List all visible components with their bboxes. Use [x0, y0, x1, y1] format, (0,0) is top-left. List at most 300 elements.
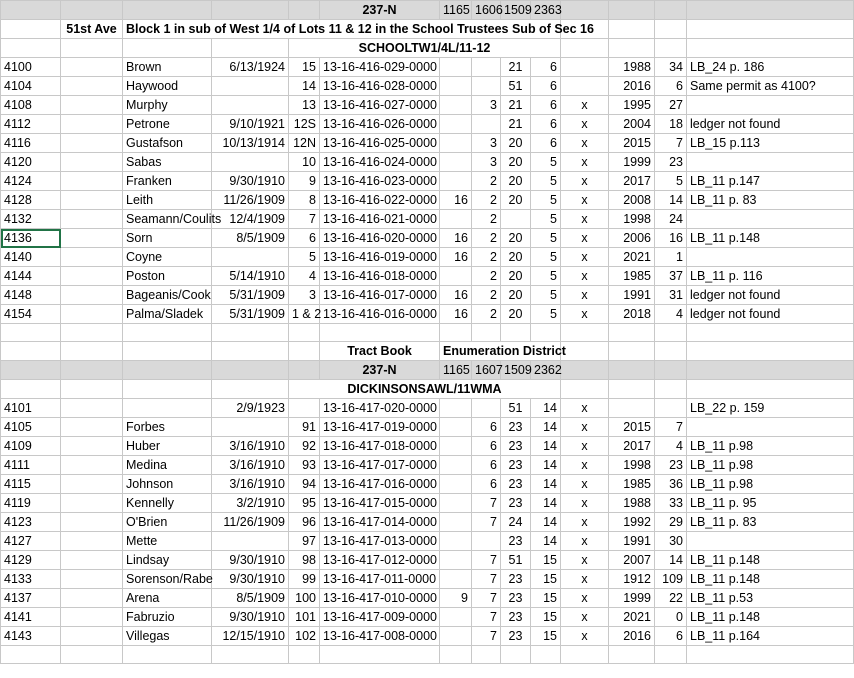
ledger-cell[interactable] — [687, 96, 854, 115]
year-cell[interactable]: 2017 — [609, 172, 655, 191]
address-cell[interactable]: 4143 — [1, 627, 61, 646]
year-cell[interactable]: 2021 — [609, 608, 655, 627]
years-cell[interactable]: 36 — [655, 475, 687, 494]
cell[interactable] — [320, 324, 440, 342]
pct-cell[interactable]: 7 — [472, 627, 501, 646]
street-cell[interactable]: 51st Ave — [61, 20, 123, 39]
owner-cell[interactable]: Johnson — [123, 475, 212, 494]
cell[interactable] — [61, 1, 123, 20]
precinct-cell[interactable]: 5 — [531, 305, 561, 324]
precinct-cell[interactable]: 14 — [531, 418, 561, 437]
address-cell[interactable]: 4154 — [1, 305, 61, 324]
dist-cell[interactable] — [440, 456, 472, 475]
ward-cell[interactable]: 23 — [501, 532, 531, 551]
flag-cell[interactable]: x — [561, 589, 609, 608]
pin-cell[interactable]: 13-16-416-016-0000 — [320, 305, 440, 324]
precinct-cell[interactable]: 5 — [531, 267, 561, 286]
cell[interactable] — [61, 39, 123, 58]
block-description[interactable]: Block 1 in sub of West 1/4 of Lots 11 & 12 in the School Trustees Sub of Sec 16 — [123, 20, 561, 39]
lot-cell[interactable]: 93 — [289, 456, 320, 475]
owner-cell[interactable]: Poston — [123, 267, 212, 286]
pct-cell[interactable] — [472, 115, 501, 134]
pin-cell[interactable]: 13-16-416-028-0000 — [320, 77, 440, 96]
ward-cell[interactable]: 23 — [501, 627, 531, 646]
address-cell[interactable]: 4148 — [1, 286, 61, 305]
precinct-cell[interactable]: 5 — [531, 286, 561, 305]
year-cell[interactable]: 1999 — [609, 589, 655, 608]
cell[interactable] — [61, 210, 123, 229]
lot-cell[interactable]: 100 — [289, 589, 320, 608]
tract-number-cell[interactable]: 237-N — [320, 361, 440, 380]
pct-cell[interactable]: 2 — [472, 305, 501, 324]
cell[interactable] — [561, 361, 609, 380]
address-cell[interactable]: 4111 — [1, 456, 61, 475]
cell[interactable] — [61, 342, 123, 361]
years-cell[interactable]: 7 — [655, 418, 687, 437]
ward-cell[interactable]: 21 — [501, 58, 531, 77]
pin-cell[interactable]: 13-16-417-008-0000 — [320, 627, 440, 646]
flag-cell[interactable]: x — [561, 153, 609, 172]
address-cell[interactable]: 4116 — [1, 134, 61, 153]
tract-code-cell[interactable]: 1509 — [501, 1, 531, 20]
owner-cell[interactable]: Haywood — [123, 77, 212, 96]
ledger-cell[interactable]: ledger not found — [687, 115, 854, 134]
cell[interactable] — [61, 267, 123, 286]
year-cell[interactable]: 2016 — [609, 627, 655, 646]
precinct-cell[interactable]: 14 — [531, 494, 561, 513]
year-cell[interactable]: 1988 — [609, 58, 655, 77]
cell[interactable] — [212, 342, 289, 361]
ward-cell[interactable]: 20 — [501, 229, 531, 248]
years-cell[interactable]: 18 — [655, 115, 687, 134]
cell[interactable] — [687, 39, 854, 58]
pin-cell[interactable]: 13-16-417-017-0000 — [320, 456, 440, 475]
year-cell[interactable]: 1995 — [609, 96, 655, 115]
cell[interactable] — [440, 646, 472, 664]
precinct-cell[interactable]: 6 — [531, 115, 561, 134]
flag-cell[interactable]: x — [561, 267, 609, 286]
ward-cell[interactable]: 51 — [501, 551, 531, 570]
date-cell[interactable]: 8/5/1909 — [212, 589, 289, 608]
ledger-cell[interactable] — [687, 248, 854, 267]
cell[interactable] — [609, 646, 655, 664]
cell[interactable] — [655, 1, 687, 20]
owner-cell[interactable]: Petrone — [123, 115, 212, 134]
address-cell[interactable]: 4127 — [1, 532, 61, 551]
dist-cell[interactable]: 16 — [440, 229, 472, 248]
date-cell[interactable]: 5/31/1909 — [212, 286, 289, 305]
date-cell[interactable]: 9/30/1910 — [212, 551, 289, 570]
cell[interactable] — [61, 399, 123, 418]
pct-cell[interactable]: 7 — [472, 608, 501, 627]
date-cell[interactable] — [212, 418, 289, 437]
ward-cell[interactable]: 23 — [501, 570, 531, 589]
dist-cell[interactable] — [440, 608, 472, 627]
lot-cell[interactable]: 91 — [289, 418, 320, 437]
owner-cell[interactable]: Palma/Sladek — [123, 305, 212, 324]
lot-cell[interactable]: 5 — [289, 248, 320, 267]
ward-cell[interactable]: 24 — [501, 513, 531, 532]
enumeration-district-label[interactable]: Enumeration District — [440, 342, 561, 361]
years-cell[interactable]: 23 — [655, 456, 687, 475]
precinct-cell[interactable]: 5 — [531, 229, 561, 248]
cell[interactable] — [289, 342, 320, 361]
lot-cell[interactable]: 12N — [289, 134, 320, 153]
flag-cell[interactable] — [561, 58, 609, 77]
owner-cell[interactable]: Sorn — [123, 229, 212, 248]
years-cell[interactable]: 16 — [655, 229, 687, 248]
cell[interactable] — [609, 342, 655, 361]
ledger-cell[interactable]: LB_11 p.147 — [687, 172, 854, 191]
dist-cell[interactable] — [440, 96, 472, 115]
cell[interactable] — [61, 361, 123, 380]
years-cell[interactable]: 6 — [655, 77, 687, 96]
cell[interactable] — [472, 324, 501, 342]
dist-cell[interactable] — [440, 77, 472, 96]
precinct-cell[interactable]: 5 — [531, 172, 561, 191]
cell[interactable] — [687, 646, 854, 664]
flag-cell[interactable]: x — [561, 475, 609, 494]
years-cell[interactable]: 33 — [655, 494, 687, 513]
lot-cell[interactable]: 6 — [289, 229, 320, 248]
pct-cell[interactable]: 7 — [472, 589, 501, 608]
date-cell[interactable]: 3/16/1910 — [212, 475, 289, 494]
dist-cell[interactable]: 16 — [440, 191, 472, 210]
cell[interactable] — [687, 20, 854, 39]
date-cell[interactable] — [212, 532, 289, 551]
date-cell[interactable]: 5/31/1909 — [212, 305, 289, 324]
lot-cell[interactable]: 1 & 2 — [289, 305, 320, 324]
pct-cell[interactable] — [472, 399, 501, 418]
ledger-cell[interactable] — [687, 210, 854, 229]
years-cell[interactable]: 27 — [655, 96, 687, 115]
dist-cell[interactable] — [440, 627, 472, 646]
pin-cell[interactable]: 13-16-416-029-0000 — [320, 58, 440, 77]
flag-cell[interactable]: x — [561, 399, 609, 418]
dist-cell[interactable] — [440, 475, 472, 494]
ward-cell[interactable]: 20 — [501, 153, 531, 172]
cell[interactable] — [501, 324, 531, 342]
owner-cell[interactable]: Murphy — [123, 96, 212, 115]
ward-cell[interactable]: 51 — [501, 399, 531, 418]
ledger-cell[interactable]: LB_11 p. 83 — [687, 513, 854, 532]
address-cell[interactable]: 4112 — [1, 115, 61, 134]
cell[interactable] — [61, 58, 123, 77]
address-cell[interactable]: 4109 — [1, 437, 61, 456]
cell[interactable] — [123, 324, 212, 342]
precinct-cell[interactable]: 14 — [531, 437, 561, 456]
pin-cell[interactable]: 13-16-416-024-0000 — [320, 153, 440, 172]
address-cell[interactable]: 4137 — [1, 589, 61, 608]
address-cell[interactable]: 4136 — [1, 229, 61, 248]
ledger-cell[interactable]: LB_11 p.148 — [687, 570, 854, 589]
pin-cell[interactable]: 13-16-416-020-0000 — [320, 229, 440, 248]
date-cell[interactable]: 11/26/1909 — [212, 513, 289, 532]
date-cell[interactable]: 9/30/1910 — [212, 172, 289, 191]
cell[interactable] — [289, 646, 320, 664]
cell[interactable] — [212, 39, 289, 58]
pin-cell[interactable]: 13-16-417-015-0000 — [320, 494, 440, 513]
owner-cell[interactable]: Leith — [123, 191, 212, 210]
date-cell[interactable]: 2/9/1923 — [212, 399, 289, 418]
lot-cell[interactable]: 101 — [289, 608, 320, 627]
years-cell[interactable]: 109 — [655, 570, 687, 589]
flag-cell[interactable]: x — [561, 191, 609, 210]
date-cell[interactable] — [212, 77, 289, 96]
dist-cell[interactable] — [440, 115, 472, 134]
pct-cell[interactable]: 7 — [472, 570, 501, 589]
flag-cell[interactable]: x — [561, 248, 609, 267]
pct-cell[interactable]: 7 — [472, 551, 501, 570]
cell[interactable] — [212, 1, 289, 20]
pct-cell[interactable]: 3 — [472, 134, 501, 153]
date-cell[interactable]: 12/4/1909 — [212, 210, 289, 229]
pct-cell[interactable] — [472, 532, 501, 551]
years-cell[interactable]: 30 — [655, 532, 687, 551]
dist-cell[interactable] — [440, 399, 472, 418]
flag-cell[interactable]: x — [561, 305, 609, 324]
date-cell[interactable]: 3/16/1910 — [212, 437, 289, 456]
owner-cell[interactable]: Coyne — [123, 248, 212, 267]
precinct-cell[interactable]: 5 — [531, 248, 561, 267]
dist-cell[interactable] — [440, 210, 472, 229]
lot-cell[interactable]: 10 — [289, 153, 320, 172]
cell[interactable] — [212, 380, 289, 399]
owner-cell[interactable]: Medina — [123, 456, 212, 475]
address-cell[interactable]: 4144 — [1, 267, 61, 286]
dist-cell[interactable]: 9 — [440, 589, 472, 608]
ledger-cell[interactable]: ledger not found — [687, 305, 854, 324]
cell[interactable] — [561, 646, 609, 664]
date-cell[interactable]: 8/5/1909 — [212, 229, 289, 248]
cell[interactable] — [61, 418, 123, 437]
ledger-cell[interactable]: LB_24 p. 186 — [687, 58, 854, 77]
owner-cell[interactable]: O'Brien — [123, 513, 212, 532]
date-cell[interactable]: 10/13/1914 — [212, 134, 289, 153]
dist-cell[interactable] — [440, 418, 472, 437]
cell[interactable] — [655, 361, 687, 380]
owner-cell[interactable]: Forbes — [123, 418, 212, 437]
tract-code-cell[interactable]: 1165 — [440, 1, 472, 20]
flag-cell[interactable]: x — [561, 494, 609, 513]
ward-cell[interactable]: 20 — [501, 286, 531, 305]
ward-cell[interactable]: 20 — [501, 267, 531, 286]
owner-cell[interactable]: Mette — [123, 532, 212, 551]
cell[interactable] — [655, 324, 687, 342]
dist-cell[interactable] — [440, 513, 472, 532]
years-cell[interactable]: 5 — [655, 172, 687, 191]
ledger-cell[interactable] — [687, 532, 854, 551]
precinct-cell[interactable]: 15 — [531, 570, 561, 589]
cell[interactable] — [212, 361, 289, 380]
year-cell[interactable]: 2015 — [609, 134, 655, 153]
address-cell[interactable]: 4141 — [1, 608, 61, 627]
ledger-cell[interactable]: LB_11 p.148 — [687, 608, 854, 627]
cell[interactable] — [61, 513, 123, 532]
cell[interactable] — [61, 608, 123, 627]
date-cell[interactable]: 9/10/1921 — [212, 115, 289, 134]
ledger-cell[interactable]: ledger not found — [687, 286, 854, 305]
cell[interactable] — [123, 361, 212, 380]
precinct-cell[interactable]: 14 — [531, 532, 561, 551]
year-cell[interactable]: 2018 — [609, 305, 655, 324]
cell[interactable] — [1, 39, 61, 58]
ward-cell[interactable]: 20 — [501, 248, 531, 267]
cell[interactable] — [655, 380, 687, 399]
cell[interactable] — [123, 39, 212, 58]
dist-cell[interactable] — [440, 570, 472, 589]
lot-cell[interactable]: 92 — [289, 437, 320, 456]
years-cell[interactable]: 37 — [655, 267, 687, 286]
owner-cell[interactable] — [123, 399, 212, 418]
cell[interactable] — [61, 286, 123, 305]
precinct-cell[interactable]: 15 — [531, 551, 561, 570]
pct-cell[interactable]: 2 — [472, 191, 501, 210]
cell[interactable] — [531, 324, 561, 342]
years-cell[interactable]: 23 — [655, 153, 687, 172]
cell[interactable] — [561, 324, 609, 342]
tract-code-cell[interactable]: 1607 — [472, 361, 501, 380]
years-cell[interactable]: 4 — [655, 305, 687, 324]
tract-code-cell[interactable]: 1606 — [472, 1, 501, 20]
year-cell[interactable]: 1991 — [609, 286, 655, 305]
block-code[interactable]: SCHOOLTW1/4L/11-12 — [289, 39, 561, 58]
year-cell[interactable] — [609, 399, 655, 418]
precinct-cell[interactable]: 14 — [531, 475, 561, 494]
date-cell[interactable] — [212, 96, 289, 115]
lot-cell[interactable]: 9 — [289, 172, 320, 191]
precinct-cell[interactable]: 5 — [531, 210, 561, 229]
year-cell[interactable]: 1991 — [609, 532, 655, 551]
dist-cell[interactable] — [440, 267, 472, 286]
years-cell[interactable]: 34 — [655, 58, 687, 77]
year-cell[interactable]: 1985 — [609, 267, 655, 286]
address-cell[interactable]: 4101 — [1, 399, 61, 418]
cell[interactable] — [61, 456, 123, 475]
cell[interactable] — [501, 646, 531, 664]
flag-cell[interactable]: x — [561, 532, 609, 551]
cell[interactable] — [561, 39, 609, 58]
owner-cell[interactable]: Kennelly — [123, 494, 212, 513]
flag-cell[interactable]: x — [561, 456, 609, 475]
cell[interactable] — [61, 589, 123, 608]
ledger-cell[interactable] — [687, 418, 854, 437]
address-cell[interactable]: 4129 — [1, 551, 61, 570]
flag-cell[interactable]: x — [561, 418, 609, 437]
dist-cell[interactable] — [440, 153, 472, 172]
year-cell[interactable]: 1998 — [609, 210, 655, 229]
dist-cell[interactable]: 16 — [440, 305, 472, 324]
lot-cell[interactable]: 7 — [289, 210, 320, 229]
ledger-cell[interactable]: LB_11 p.98 — [687, 437, 854, 456]
tract-code-cell[interactable]: 1165 — [440, 361, 472, 380]
pct-cell[interactable]: 6 — [472, 418, 501, 437]
date-cell[interactable] — [212, 153, 289, 172]
ward-cell[interactable] — [501, 210, 531, 229]
precinct-cell[interactable]: 6 — [531, 96, 561, 115]
dist-cell[interactable] — [440, 172, 472, 191]
ledger-cell[interactable]: LB_11 p. 116 — [687, 267, 854, 286]
pin-cell[interactable]: 13-16-417-019-0000 — [320, 418, 440, 437]
pin-cell[interactable]: 13-16-416-025-0000 — [320, 134, 440, 153]
flag-cell[interactable]: x — [561, 229, 609, 248]
address-cell[interactable]: 4108 — [1, 96, 61, 115]
pin-cell[interactable]: 13-16-417-009-0000 — [320, 608, 440, 627]
cell[interactable] — [61, 77, 123, 96]
cell[interactable] — [61, 134, 123, 153]
dist-cell[interactable]: 16 — [440, 248, 472, 267]
lot-cell[interactable]: 96 — [289, 513, 320, 532]
ledger-cell[interactable]: Same permit as 4100? — [687, 77, 854, 96]
date-cell[interactable]: 9/30/1910 — [212, 570, 289, 589]
lot-cell[interactable]: 97 — [289, 532, 320, 551]
ledger-cell[interactable]: LB_22 p. 159 — [687, 399, 854, 418]
pct-cell[interactable] — [472, 58, 501, 77]
pin-cell[interactable]: 13-16-417-020-0000 — [320, 399, 440, 418]
pct-cell[interactable]: 2 — [472, 286, 501, 305]
precinct-cell[interactable]: 14 — [531, 513, 561, 532]
years-cell[interactable]: 29 — [655, 513, 687, 532]
cell[interactable] — [61, 248, 123, 267]
lot-cell[interactable]: 94 — [289, 475, 320, 494]
cell[interactable] — [561, 1, 609, 20]
pin-cell[interactable]: 13-16-416-017-0000 — [320, 286, 440, 305]
address-cell[interactable]: 4105 — [1, 418, 61, 437]
cell[interactable] — [609, 20, 655, 39]
year-cell[interactable]: 1912 — [609, 570, 655, 589]
years-cell[interactable]: 7 — [655, 134, 687, 153]
year-cell[interactable]: 1988 — [609, 494, 655, 513]
tract-book-label[interactable]: Tract Book — [320, 342, 440, 361]
lot-cell[interactable]: 8 — [289, 191, 320, 210]
flag-cell[interactable]: x — [561, 286, 609, 305]
pin-cell[interactable]: 13-16-416-018-0000 — [320, 267, 440, 286]
pct-cell[interactable]: 2 — [472, 248, 501, 267]
ledger-cell[interactable]: LB_11 p.53 — [687, 589, 854, 608]
dist-cell[interactable] — [440, 551, 472, 570]
date-cell[interactable]: 5/14/1910 — [212, 267, 289, 286]
cell[interactable] — [61, 229, 123, 248]
lot-cell[interactable]: 12S — [289, 115, 320, 134]
lot-cell[interactable]: 13 — [289, 96, 320, 115]
ward-cell[interactable]: 20 — [501, 305, 531, 324]
years-cell[interactable]: 14 — [655, 191, 687, 210]
pct-cell[interactable]: 3 — [472, 96, 501, 115]
flag-cell[interactable]: x — [561, 627, 609, 646]
precinct-cell[interactable]: 6 — [531, 58, 561, 77]
address-cell[interactable]: 4123 — [1, 513, 61, 532]
cell[interactable] — [61, 627, 123, 646]
year-cell[interactable]: 2017 — [609, 437, 655, 456]
ledger-cell[interactable]: LB_11 p. 83 — [687, 191, 854, 210]
ward-cell[interactable]: 23 — [501, 456, 531, 475]
year-cell[interactable]: 1992 — [609, 513, 655, 532]
date-cell[interactable] — [212, 248, 289, 267]
cell[interactable] — [212, 324, 289, 342]
owner-cell[interactable]: Sabas — [123, 153, 212, 172]
cell[interactable] — [61, 646, 123, 664]
precinct-cell[interactable]: 15 — [531, 627, 561, 646]
dist-cell[interactable] — [440, 532, 472, 551]
precinct-cell[interactable]: 5 — [531, 153, 561, 172]
cell[interactable] — [61, 172, 123, 191]
cell[interactable] — [61, 475, 123, 494]
years-cell[interactable]: 4 — [655, 437, 687, 456]
cell[interactable] — [655, 646, 687, 664]
cell[interactable] — [609, 324, 655, 342]
flag-cell[interactable]: x — [561, 210, 609, 229]
ward-cell[interactable]: 23 — [501, 418, 531, 437]
